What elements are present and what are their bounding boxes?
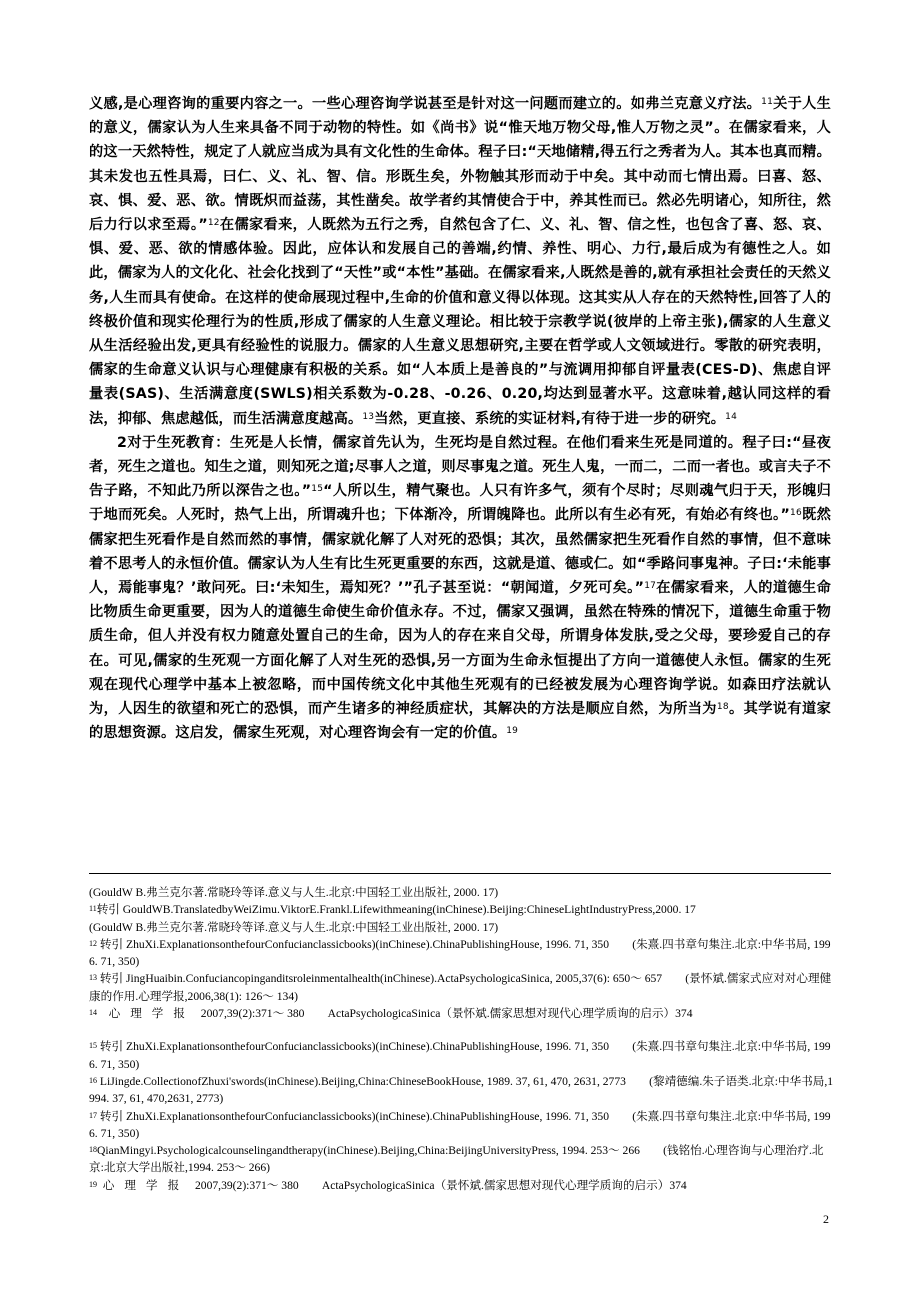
page-number: 2 bbox=[823, 1212, 829, 1226]
footnote-number: 17 bbox=[89, 1110, 97, 1120]
footnote-text: 转引 JingHuaibin.Confuciancopinganditsroleinmentalhealth(inChinese).ActaPsychologicaSinica, 2005,37(6): 650～ 657 bbox=[99, 972, 663, 986]
footnote-text-cn: (黎靖德编.朱子语类.北京:中华书局,1994. 37, 61, 470,2631, 2773) bbox=[89, 1074, 834, 1106]
footnote-19 bbox=[89, 1177, 835, 1194]
footnote-14 bbox=[89, 1005, 835, 1022]
footnote-number: 18 bbox=[89, 1145, 97, 1155]
footnote-ref-14[interactable]: 14 bbox=[725, 411, 737, 422]
footnote-11-cn bbox=[89, 919, 835, 936]
paragraph-life-death-education bbox=[89, 431, 831, 746]
footnote-text-cn: (朱熹.四书章句集注.北京:中华书局, 1996. 71, 350) bbox=[89, 937, 831, 969]
journal-name: 心理学报 bbox=[102, 1178, 190, 1192]
text-run: 关于人生的意义，儒家认为人生来具备不同于动物的特性。如《尚书》说“惟天地万物父母,惟人万物之灵”。在儒家看来，人的这一天然特性，规定了人就应当成为具有文化性的生命体。程子曰:“天地储精,得五行之秀者为人。其本也真而精。其未发也五性具焉，曰仁、义、礼、智、信。形既生矣，外物触其形而动于中矣。其中动而七情出焉。曰喜、怒、哀、惧、爱、恶、欲。情既炽而益荡，其性凿矣。故学者约其情使合于中，养其性而已。然必先明诸心，知所往，然后力行以求至焉。” bbox=[89, 96, 831, 234]
text-run: 在儒家看来，人既然为五行之秀，自然包含了仁、义、礼、智、信之性，也包含了喜、怒、哀、惧、爱、恶、欲的情感体验。因此，应体认和发展自己的善端,约情、养性、明心、力行,最后成为有德性之人。如此，儒家为人的文化化、社会化找到了“天性”或“本性”基础。在儒家看来,人既然是善的,就有承担社会责任的天然义务,人生而具有使命。在这样的使命展现过程中,生命的价值和意义得以体现。这其实从人存在的天然特性,回答了人的终极价值和现实伦理行为的性质,形成了儒家的人生意义理论。相比较于宗教学说(彼岸的上帝主张),儒家的人生意义从生活经验出发,更具有经验性的说服力。儒家的人生意义思想研究,主要在哲学或人文领域进行。零散的研究表明，儒家的生命意义认识与心理健康有积极的关系。如“人本质上是善良的”与流调用抑郁自评量表(CES-D)、焦虑自评量表(SAS)、生活满意度(SWLS)相关系数为-0.28、-0.26、0.20,均达到显著水平。这意味着,越认同这样的看法，抑郁、焦虑越低，而生活满意度越高。 bbox=[89, 217, 831, 427]
footnote-ref-12[interactable]: 12 bbox=[207, 218, 220, 229]
footnote-ref-19[interactable]: 19 bbox=[506, 726, 519, 737]
text-run: 义感,是心理咨询的重要内容之一。一些心理咨询学说甚至是针对这一问题而建立的。如弗兰克意义疗法。 bbox=[89, 96, 762, 112]
footnote-ref-16[interactable]: 16 bbox=[790, 508, 802, 519]
footnote-separator bbox=[89, 873, 831, 874]
footnote-text-cn: (朱熹.四书章句集注.北京:中华书局, 1996. 71, 350) bbox=[89, 1109, 831, 1140]
journal-name: 心理学报 bbox=[108, 1007, 195, 1021]
footnote-12 bbox=[89, 936, 835, 971]
footnote-ref-11[interactable]: 11 bbox=[761, 97, 774, 107]
footnote-number: 13 bbox=[89, 973, 97, 983]
footnote-number: 16 bbox=[89, 1075, 97, 1085]
footnote-text: QianMingyi.Psychologicalcounselingandtherapy(inChinese).Beijing,China:BeijingUniversityPress, 1994. 253～ 266 bbox=[97, 1144, 640, 1158]
footnote-ref-15[interactable]: 15 bbox=[311, 484, 324, 495]
footnote-text-cn: (景怀斌.儒家式应对对心理健康的作用.心理学报,2006,38(1): 126～ 134) bbox=[89, 972, 832, 1003]
text-run: 在儒家看来，人的道德生命比物质生命更重要，因为人的道德生命使生命价值永存。不过，儒家又强调，虽然在特殊的情况下，道德生命重于物质生命，但人并没有权力随意处置自己的生命，因为人的存在来自父母，所谓身体发肤,受之父母，要珍爱自己的存在。可见,儒家的生死观一方面化解了人对生死的恐惧,另一方面为生命永恒提出了方向一道德使人永恒。儒家的生死观在现代心理学中基本上被忽略，而中国传统文化中其他生死观有的已经被发展为心理咨询学说。如森田疗法就认为，人因生的欲望和死亡的恐惧，而产生诸多的神经质症状，其解决的方法是顺应自然，为所当为 bbox=[89, 580, 832, 718]
text-run: “人所以生，精气聚也。人只有许多气，须有个尽时；尽则魂气归于天，形魄归于地而死矣。人死时，热气上出，所谓魂升也；下体渐冷，所谓魄降也。此所以有生必有死，有始必有终也。” bbox=[89, 483, 831, 524]
footnote-text: 转引 ZhuXi.ExplanationsonthefourConfucianclassicbooks)(inChinese).ChinaPublishingHouse, 1996. 71, 350 bbox=[99, 1040, 610, 1054]
text-run: 。其学说有道家的思想资源。这启发，儒家生死观，对心理咨询会有一定的价值。 bbox=[89, 701, 831, 742]
footnote-text: LiJingde.CollectionofZhuxi'swords(inChinese).Beijing,China:ChineseBookHouse, 1989. 37, 61, 470, 2631, 2773 bbox=[99, 1074, 626, 1088]
footnote-number: 11 bbox=[89, 904, 97, 914]
footnote-10 bbox=[89, 884, 835, 901]
footnote-text: 2007,39(2):371～ 380 bbox=[194, 1178, 299, 1192]
main-body-text bbox=[89, 92, 831, 745]
footnote-text: 转引 ZhuXi.ExplanationsonthefourConfucianclassicbooks)(inChinese).ChinaPublishingHouse, 1996. 71, 350 bbox=[99, 1109, 610, 1123]
footnote-text-cn: (钱铭怡.心理咨询与心理治疗.北京:北京大学出版社,1994. 253～ 266) bbox=[89, 1144, 824, 1175]
footnote-text-en: ActaPsychologicaSinica（景怀斌.儒家思想对现代心理学质询的启示）374 bbox=[327, 1007, 693, 1021]
footnote-text: (GouldW B.弗兰克尔著.常晓玲等译.意义与人生.北京:中国轻工业出版社, 2000. 17) bbox=[89, 886, 499, 899]
footnote-text: (GouldW B.弗兰克尔著.常晓玲等译.意义与人生.北京:中国轻工业出版社, 2000. 17) bbox=[89, 920, 499, 934]
footnote-16 bbox=[89, 1073, 835, 1108]
footnote-text: 2007,39(2):371～ 380 bbox=[200, 1007, 305, 1021]
footnote-number: 12 bbox=[89, 938, 97, 948]
footnote-ref-18[interactable]: 18 bbox=[716, 702, 729, 713]
footnote-17 bbox=[89, 1108, 835, 1143]
text-run: 2对于生死教育：生死是人长情，儒家首先认为，生死均是自然过程。在他们看来生死是同道的。程子曰:“昼夜者，死生之道也。知生之道，则知死之道;尽事人之道，则尽事鬼之道。死生人鬼，一而二，二而一者也。或言夫子不告子路，不知此乃所以深告之也。” bbox=[89, 434, 831, 500]
footnote-18 bbox=[89, 1142, 835, 1177]
text-run: 既然儒家把生死看作是自然而然的事情，儒家就化解了人对死的恐惧；其次，虽然儒家把生死看作自然的事情，但不意味着不思考人的永恒价值。儒家认为人生有比生死更重要的东西，这就是道、德或仁。如“季路问事鬼神。子曰:‘未能事人，焉能事鬼？’敢问死。曰:‘未知生，焉知死？’”孔子甚至说：“朝闻道，夕死可矣。” bbox=[89, 507, 831, 597]
footnote-number: 15 bbox=[89, 1041, 97, 1051]
footnote-15 bbox=[89, 1038, 835, 1073]
footnote-text-en: ActaPsychologicaSinica（景怀斌.儒家思想对现代心理学质询的启示）374 bbox=[321, 1178, 687, 1192]
footnote-text: 转引 GouldWB.TranslatedbyWeiZimu.ViktorE.Frankl.Lifewithmeaning(inChinese).Beijing:ChineseLightIndustryPress,2000. 17 bbox=[96, 903, 696, 917]
footnote-number: 19 bbox=[89, 1179, 97, 1189]
footnote-13 bbox=[89, 970, 835, 1005]
footnote-ref-17[interactable]: 17 bbox=[644, 581, 657, 592]
footnote-text-cn: (朱熹.四书章句集注.北京:中华书局, 1996. 71, 350) bbox=[89, 1040, 831, 1071]
footnote-11 bbox=[89, 901, 835, 918]
footnote-ref-13[interactable]: 13 bbox=[362, 411, 375, 422]
paragraph-life-meaning bbox=[89, 92, 831, 431]
footnote-text: 转引 ZhuXi.ExplanationsonthefourConfucianclassicbooks)(inChinese).ChinaPublishingHouse, 1996. 71, 350 bbox=[99, 937, 610, 951]
footnotes bbox=[89, 884, 835, 1194]
text-run: 当然，更直接、系统的实证材料,有待于进一步的研究。 bbox=[374, 410, 726, 427]
footnote-number: 14 bbox=[89, 1008, 97, 1018]
